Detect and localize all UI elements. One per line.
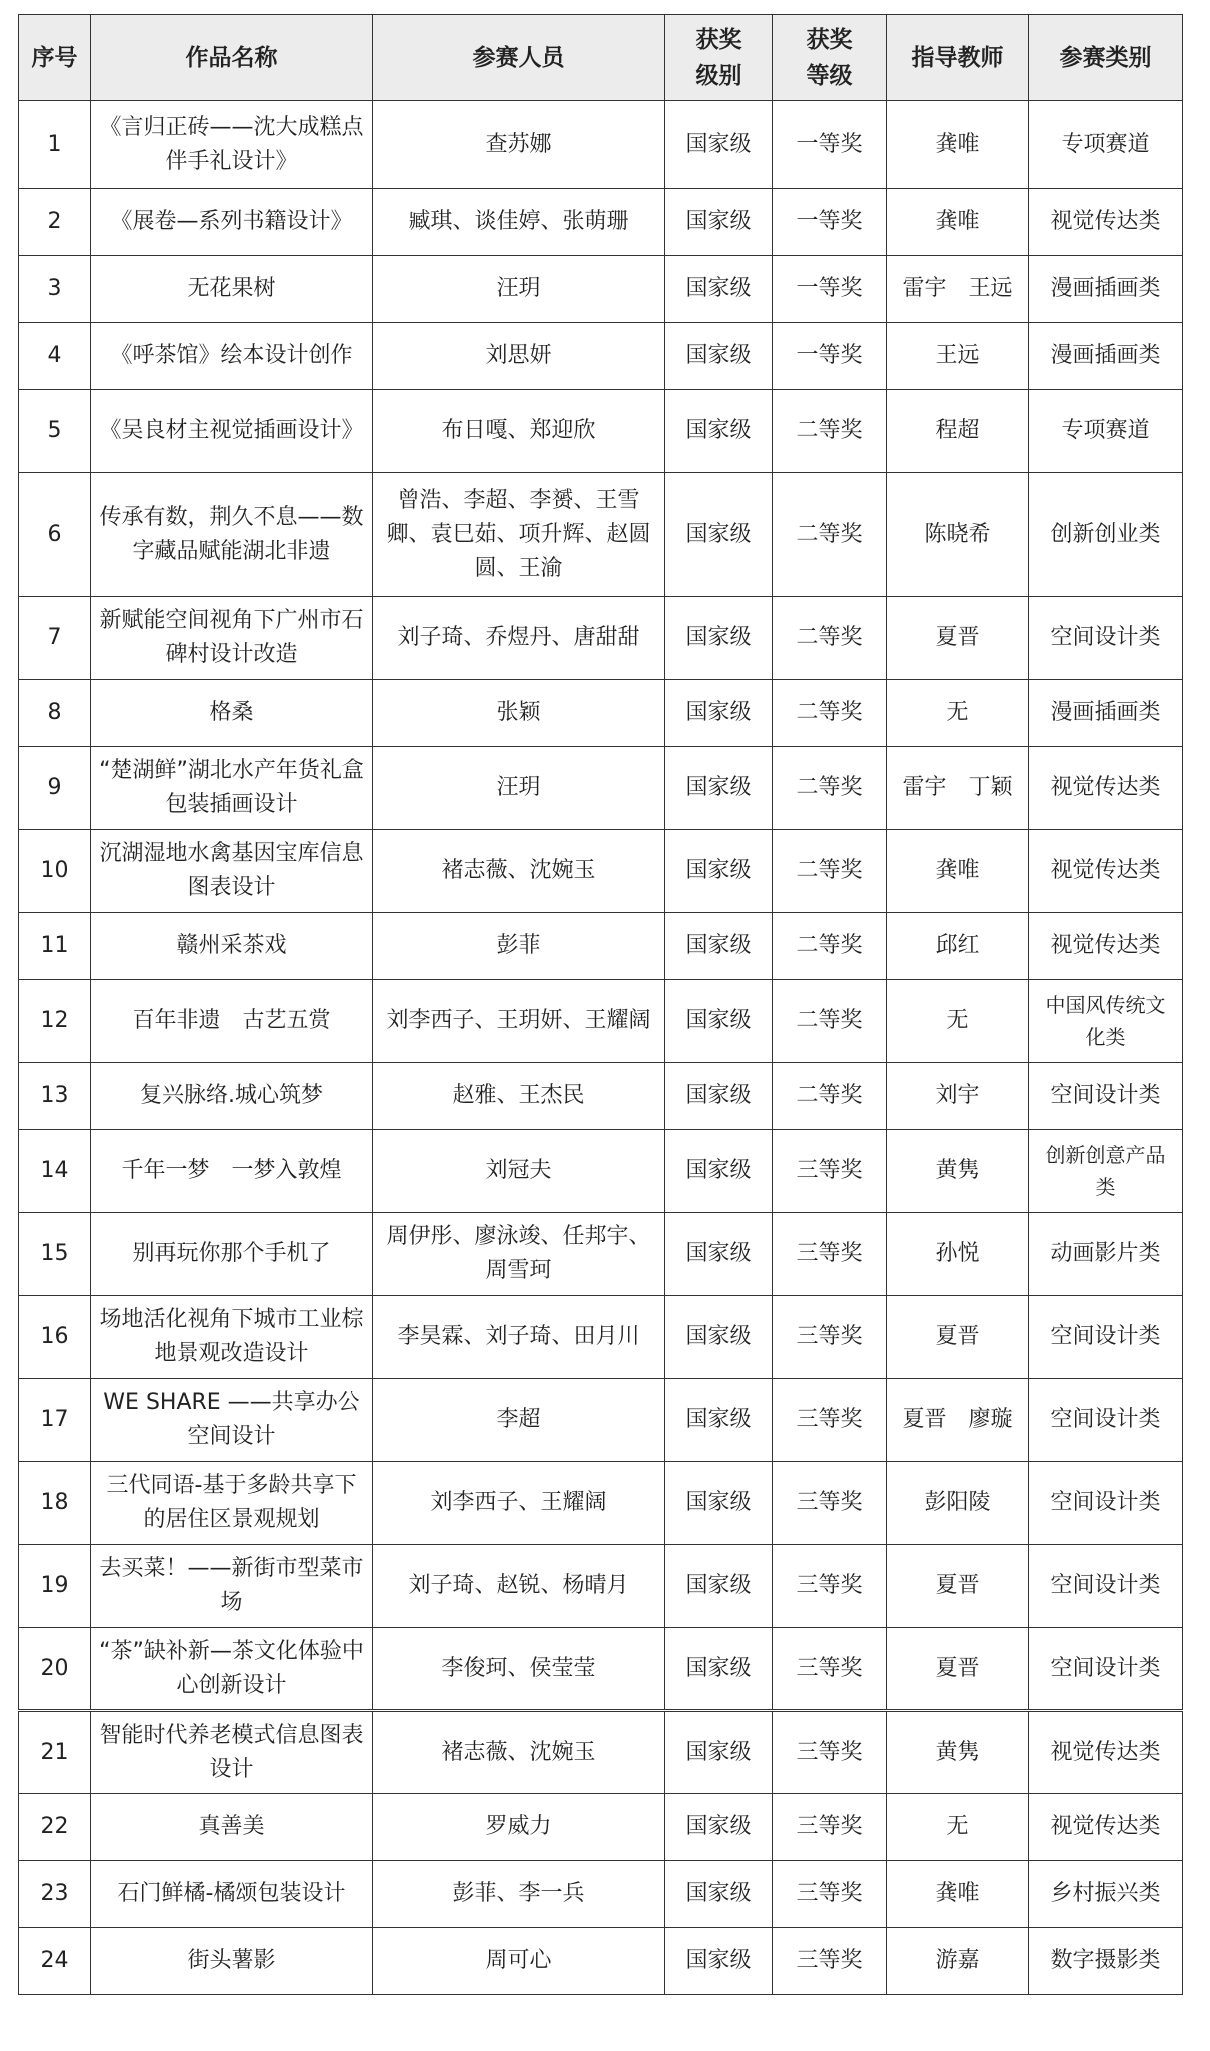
cell-category: 创新创业类 — [1029, 473, 1183, 597]
cell-seq: 13 — [19, 1063, 91, 1130]
cell-category: 空间设计类 — [1029, 1462, 1183, 1545]
cell-level: 国家级 — [665, 390, 773, 473]
cell-title: 《吴良材主视觉插画设计》 — [91, 390, 373, 473]
cell-title: 沉湖湿地水禽基因宝库信息图表设计 — [91, 830, 373, 913]
cell-seq: 12 — [19, 980, 91, 1063]
cell-members: 刘李西子、王玥妍、王耀阔 — [373, 980, 665, 1063]
cell-grade: 三等奖 — [773, 1711, 887, 1794]
cell-grade: 二等奖 — [773, 830, 887, 913]
cell-category: 乡村振兴类 — [1029, 1861, 1183, 1928]
cell-grade: 三等奖 — [773, 1545, 887, 1628]
cell-title: WE SHARE ——共享办公空间设计 — [91, 1379, 373, 1462]
cell-members: 刘子琦、赵锐、杨晴月 — [373, 1545, 665, 1628]
cell-seq: 1 — [19, 101, 91, 189]
cell-category: 空间设计类 — [1029, 1296, 1183, 1379]
cell-members: 汪玥 — [373, 747, 665, 830]
cell-category: 专项赛道 — [1029, 101, 1183, 189]
cell-grade: 三等奖 — [773, 1213, 887, 1296]
table-row — [19, 473, 1183, 597]
cell-level: 国家级 — [665, 1794, 773, 1861]
cell-level: 国家级 — [665, 980, 773, 1063]
cell-seq: 24 — [19, 1928, 91, 1995]
cell-category: 专项赛道 — [1029, 390, 1183, 473]
cell-level: 国家级 — [665, 1213, 773, 1296]
cell-grade: 三等奖 — [773, 1861, 887, 1928]
cell-members: 布日嘎、郑迎欣 — [373, 390, 665, 473]
cell-members: 汪玥 — [373, 256, 665, 323]
cell-teacher: 无 — [887, 980, 1029, 1063]
cell-level: 国家级 — [665, 1063, 773, 1130]
cell-level: 国家级 — [665, 1130, 773, 1213]
cell-grade: 一等奖 — [773, 101, 887, 189]
cell-teacher: 龚唯 — [887, 830, 1029, 913]
cell-grade: 二等奖 — [773, 980, 887, 1063]
cell-seq: 15 — [19, 1213, 91, 1296]
table-row — [19, 830, 1183, 913]
cell-teacher: 夏晋 — [887, 597, 1029, 680]
cell-members: 臧琪、谈佳婷、张萌珊 — [373, 189, 665, 256]
cell-category: 漫画插画类 — [1029, 680, 1183, 747]
cell-title: 格桑 — [91, 680, 373, 747]
cell-seq: 5 — [19, 390, 91, 473]
cell-level: 国家级 — [665, 913, 773, 980]
cell-title: 别再玩你那个手机了 — [91, 1213, 373, 1296]
cell-grade: 二等奖 — [773, 390, 887, 473]
cell-title: 无花果树 — [91, 256, 373, 323]
cell-title: 石门鲜橘-橘颂包装设计 — [91, 1861, 373, 1928]
header-grade: 获奖 等级 — [773, 15, 887, 101]
header-title: 作品名称 — [91, 15, 373, 101]
cell-grade: 一等奖 — [773, 256, 887, 323]
cell-seq: 18 — [19, 1462, 91, 1545]
cell-teacher: 程超 — [887, 390, 1029, 473]
cell-title: “茶”缺补新—茶文化体验中心创新设计 — [91, 1628, 373, 1711]
cell-level: 国家级 — [665, 101, 773, 189]
cell-title: 新赋能空间视角下广州市石碑村设计改造 — [91, 597, 373, 680]
cell-level: 国家级 — [665, 256, 773, 323]
table-row — [19, 101, 1183, 189]
cell-seq: 22 — [19, 1794, 91, 1861]
cell-level: 国家级 — [665, 323, 773, 390]
cell-teacher: 夏晋 — [887, 1545, 1029, 1628]
table-row — [19, 980, 1183, 1063]
cell-category: 视觉传达类 — [1029, 189, 1183, 256]
cell-title: “楚湖鲜”湖北水产年货礼盒包装插画设计 — [91, 747, 373, 830]
table-row — [19, 1063, 1183, 1130]
cell-seq: 4 — [19, 323, 91, 390]
cell-seq: 16 — [19, 1296, 91, 1379]
table-row — [19, 680, 1183, 747]
cell-title: 真善美 — [91, 1794, 373, 1861]
cell-title: 《展卷—系列书籍设计》 — [91, 189, 373, 256]
cell-seq: 9 — [19, 747, 91, 830]
cell-grade: 二等奖 — [773, 913, 887, 980]
cell-members: 查苏娜 — [373, 101, 665, 189]
cell-category: 空间设计类 — [1029, 1379, 1183, 1462]
header-row — [19, 15, 1183, 101]
cell-teacher: 彭阳陵 — [887, 1462, 1029, 1545]
cell-level: 国家级 — [665, 1462, 773, 1545]
cell-seq: 14 — [19, 1130, 91, 1213]
table-row — [19, 1379, 1183, 1462]
cell-seq: 17 — [19, 1379, 91, 1462]
cell-title: 去买菜！——新街市型菜市场 — [91, 1545, 373, 1628]
cell-level: 国家级 — [665, 1545, 773, 1628]
cell-level: 国家级 — [665, 1861, 773, 1928]
cell-category: 空间设计类 — [1029, 1545, 1183, 1628]
cell-grade: 一等奖 — [773, 189, 887, 256]
cell-grade: 三等奖 — [773, 1296, 887, 1379]
cell-level: 国家级 — [665, 473, 773, 597]
table-row — [19, 390, 1183, 473]
cell-seq: 10 — [19, 830, 91, 913]
table-row — [19, 597, 1183, 680]
cell-category: 创新创意产品类 — [1029, 1130, 1183, 1213]
cell-teacher: 无 — [887, 680, 1029, 747]
cell-level: 国家级 — [665, 1928, 773, 1995]
table-row — [19, 1628, 1183, 1711]
header-members: 参赛人员 — [373, 15, 665, 101]
cell-category: 视觉传达类 — [1029, 913, 1183, 980]
cell-teacher: 王远 — [887, 323, 1029, 390]
cell-grade: 二等奖 — [773, 597, 887, 680]
table-row — [19, 256, 1183, 323]
cell-members: 刘冠夫 — [373, 1130, 665, 1213]
cell-level: 国家级 — [665, 747, 773, 830]
cell-category: 视觉传达类 — [1029, 1711, 1183, 1794]
cell-teacher: 夏晋 — [887, 1628, 1029, 1711]
table-row — [19, 1213, 1183, 1296]
cell-members: 褚志薇、沈婉玉 — [373, 830, 665, 913]
cell-level: 国家级 — [665, 597, 773, 680]
cell-category: 中国风传统文化类 — [1029, 980, 1183, 1063]
cell-seq: 11 — [19, 913, 91, 980]
cell-category: 视觉传达类 — [1029, 747, 1183, 830]
table-row — [19, 913, 1183, 980]
cell-seq: 2 — [19, 189, 91, 256]
table-row — [19, 1928, 1183, 1995]
cell-level: 国家级 — [665, 830, 773, 913]
table-body — [19, 101, 1183, 1995]
cell-grade: 三等奖 — [773, 1379, 887, 1462]
cell-title: 赣州采茶戏 — [91, 913, 373, 980]
cell-level: 国家级 — [665, 1296, 773, 1379]
table-row — [19, 1794, 1183, 1861]
cell-members: 彭菲 — [373, 913, 665, 980]
cell-seq: 8 — [19, 680, 91, 747]
cell-members: 彭菲、李一兵 — [373, 1861, 665, 1928]
cell-title: 三代同语-基于多龄共享下的居住区景观规划 — [91, 1462, 373, 1545]
cell-members: 褚志薇、沈婉玉 — [373, 1711, 665, 1794]
cell-teacher: 游嘉 — [887, 1928, 1029, 1995]
cell-teacher: 孙悦 — [887, 1213, 1029, 1296]
cell-teacher: 夏晋 廖璇 — [887, 1379, 1029, 1462]
cell-teacher: 陈晓希 — [887, 473, 1029, 597]
cell-seq: 6 — [19, 473, 91, 597]
table-row — [19, 747, 1183, 830]
cell-grade: 三等奖 — [773, 1628, 887, 1711]
cell-grade: 二等奖 — [773, 680, 887, 747]
cell-teacher: 夏晋 — [887, 1296, 1029, 1379]
cell-grade: 三等奖 — [773, 1794, 887, 1861]
cell-title: 《言归正砖——沈大成糕点伴手礼设计》 — [91, 101, 373, 189]
awards-table — [18, 14, 1183, 1995]
cell-level: 国家级 — [665, 189, 773, 256]
cell-seq: 19 — [19, 1545, 91, 1628]
table-row — [19, 1861, 1183, 1928]
cell-grade: 三等奖 — [773, 1130, 887, 1213]
cell-category: 视觉传达类 — [1029, 830, 1183, 913]
cell-teacher: 无 — [887, 1794, 1029, 1861]
cell-seq: 20 — [19, 1628, 91, 1711]
cell-category: 视觉传达类 — [1029, 1794, 1183, 1861]
cell-teacher: 雷宇 丁颖 — [887, 747, 1029, 830]
cell-members: 周伊彤、廖泳竣、任邦宇、周雪珂 — [373, 1213, 665, 1296]
cell-grade: 一等奖 — [773, 323, 887, 390]
cell-level: 国家级 — [665, 1379, 773, 1462]
cell-teacher: 黄隽 — [887, 1711, 1029, 1794]
table-row — [19, 1130, 1183, 1213]
header-category: 参赛类别 — [1029, 15, 1183, 101]
cell-grade: 二等奖 — [773, 473, 887, 597]
cell-members: 罗威力 — [373, 1794, 665, 1861]
table-row — [19, 1545, 1183, 1628]
cell-level: 国家级 — [665, 1711, 773, 1794]
cell-title: 智能时代养老模式信息图表设计 — [91, 1711, 373, 1794]
cell-title: 千年一梦 一梦入敦煌 — [91, 1130, 373, 1213]
cell-title: 复兴脉络.城心筑梦 — [91, 1063, 373, 1130]
cell-members: 周可心 — [373, 1928, 665, 1995]
cell-members: 李超 — [373, 1379, 665, 1462]
cell-grade: 三等奖 — [773, 1462, 887, 1545]
cell-category: 动画影片类 — [1029, 1213, 1183, 1296]
cell-category: 空间设计类 — [1029, 1628, 1183, 1711]
cell-title: 街头薯影 — [91, 1928, 373, 1995]
table-row — [19, 1711, 1183, 1794]
cell-category: 漫画插画类 — [1029, 256, 1183, 323]
cell-title: 百年非遗 古艺五赏 — [91, 980, 373, 1063]
cell-members: 曾浩、李超、李赟、王雪卿、袁巳茹、项升辉、赵圆圆、王渝 — [373, 473, 665, 597]
cell-category: 数字摄影类 — [1029, 1928, 1183, 1995]
cell-category: 空间设计类 — [1029, 597, 1183, 680]
cell-teacher: 刘宇 — [887, 1063, 1029, 1130]
cell-grade: 三等奖 — [773, 1928, 887, 1995]
cell-category: 空间设计类 — [1029, 1063, 1183, 1130]
cell-grade: 二等奖 — [773, 747, 887, 830]
header-level: 获奖 级别 — [665, 15, 773, 101]
cell-title: 场地活化视角下城市工业棕地景观改造设计 — [91, 1296, 373, 1379]
cell-seq: 7 — [19, 597, 91, 680]
table-row — [19, 323, 1183, 390]
cell-title: 《呼茶馆》绘本设计创作 — [91, 323, 373, 390]
cell-teacher: 邱红 — [887, 913, 1029, 980]
cell-category: 漫画插画类 — [1029, 323, 1183, 390]
cell-seq: 21 — [19, 1711, 91, 1794]
cell-teacher: 龚唯 — [887, 189, 1029, 256]
cell-grade: 二等奖 — [773, 1063, 887, 1130]
cell-teacher: 龚唯 — [887, 1861, 1029, 1928]
cell-members: 李俊珂、侯莹莹 — [373, 1628, 665, 1711]
table-row — [19, 1296, 1183, 1379]
cell-members: 张颖 — [373, 680, 665, 747]
header-seq: 序号 — [19, 15, 91, 101]
cell-seq: 23 — [19, 1861, 91, 1928]
header-teacher: 指导教师 — [887, 15, 1029, 101]
cell-members: 赵雅、王杰民 — [373, 1063, 665, 1130]
cell-members: 刘子琦、乔煜丹、唐甜甜 — [373, 597, 665, 680]
cell-members: 李昊霖、刘子琦、田月川 — [373, 1296, 665, 1379]
cell-members: 刘李西子、王耀阔 — [373, 1462, 665, 1545]
cell-teacher: 黄隽 — [887, 1130, 1029, 1213]
cell-level: 国家级 — [665, 680, 773, 747]
cell-title: 传承有数，荆久不息——数字藏品赋能湖北非遗 — [91, 473, 373, 597]
cell-teacher: 龚唯 — [887, 101, 1029, 189]
cell-seq: 3 — [19, 256, 91, 323]
cell-teacher: 雷宇 王远 — [887, 256, 1029, 323]
table-row — [19, 1462, 1183, 1545]
cell-level: 国家级 — [665, 1628, 773, 1711]
cell-members: 刘思妍 — [373, 323, 665, 390]
table-row — [19, 189, 1183, 256]
